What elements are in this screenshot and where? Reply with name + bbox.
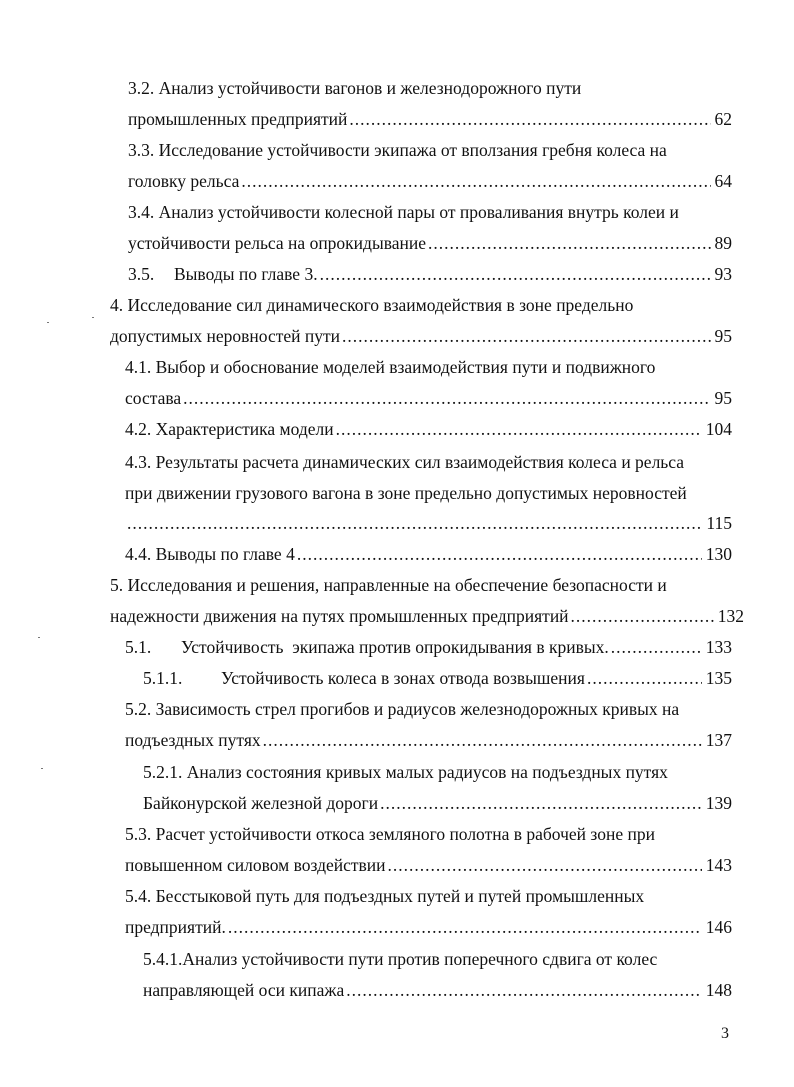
toc-page-number: 148 (705, 980, 732, 1000)
toc-entry-4-2 (125, 418, 732, 440)
toc-entry-4-3-line2: при движении грузового вагона в зоне предельно допустимых неровностей (125, 483, 687, 503)
toc-entry-text: Выводы по главе 3. (174, 264, 318, 284)
toc-page-number: 132 (717, 606, 744, 626)
toc-page-number: 139 (705, 793, 732, 813)
toc-entry-5-4-line2 (125, 916, 732, 938)
toc-entry-text: предприятий. (125, 917, 226, 937)
toc-page-number: 137 (705, 730, 732, 750)
toc-entry-3-4-line1: 3.4. Анализ устойчивости колесной пары от проваливания внутрь колеи и (128, 202, 679, 222)
toc-entry-text: 4.4. Выводы по главе 4 (125, 544, 295, 564)
toc-entry-text: 4.2. Характеристика модели (125, 419, 334, 439)
toc-page-number: 95 (714, 326, 732, 346)
toc-entry-5-1 (125, 636, 732, 658)
toc-entry-5-4-line1: 5.4. Бесстыковой путь для подъездных путей и путей промышленных (125, 886, 645, 906)
toc-entry-5-2-line2 (125, 729, 732, 751)
toc-entry-text: Байконурской железной дороги (143, 793, 379, 813)
toc-page-number: 93 (714, 264, 732, 284)
toc-page-number: 130 (705, 544, 732, 564)
toc-entry-3-3-line1: 3.3. Исследование устойчивости экипажа от вползания гребня колеса на (128, 140, 667, 160)
toc-page-number: 143 (705, 855, 732, 875)
toc-page-number: 135 (705, 668, 732, 688)
scan-speck (47, 322, 49, 323)
scan-speck (41, 768, 43, 769)
toc-page-number: 62 (714, 109, 732, 129)
toc-entry-number: 3.5. (128, 264, 155, 284)
toc-entry-4-line1: 4. Исследование сил динамического взаимодействия в зоне предельно (110, 295, 634, 315)
toc-entry-5-line2 (110, 605, 744, 627)
toc-entry-number: 5.1.1. (143, 668, 183, 688)
toc-entry-number: 5.1. (125, 637, 152, 657)
toc-entry-4-line2 (110, 325, 732, 347)
toc-page-number: 146 (705, 917, 732, 937)
toc-entry-text: промышленных предприятий (128, 109, 348, 129)
scan-speck (92, 317, 94, 318)
toc-page-number: 64 (714, 171, 732, 191)
toc-entry-5-3-line2 (125, 854, 732, 876)
toc-page-number: 104 (705, 419, 732, 439)
toc-entry-text: Устойчивость экипажа против опрокидывания в кривых. (181, 637, 609, 657)
toc-entry-5-2-line1: 5.2. Зависимость стрел прогибов и радиусов железнодорожных кривых на (125, 699, 680, 719)
toc-entry-5-2-1-line2 (143, 792, 732, 814)
toc-entry-text: подъездных путях (125, 730, 261, 750)
toc-entry-text: устойчивости рельса на опрокидывание (128, 233, 427, 253)
toc-entry-5-4-1-line1: 5.4.1.Анализ устойчивости пути против поперечного сдвига от колес (143, 949, 658, 969)
toc-entry-4-4 (125, 543, 732, 565)
toc-entry-3-2-line2 (128, 108, 732, 130)
toc-entry-5-line1: 5. Исследования и решения, направленные на обеспечение безопасности и (110, 575, 667, 595)
page-number: 3 (721, 1025, 729, 1042)
toc-page-number: 115 (706, 513, 732, 533)
toc-entry-text: допустимых неровностей пути (110, 326, 341, 346)
toc-page-number: 89 (714, 233, 732, 253)
scan-speck (38, 637, 40, 638)
toc-entry-3-3-line2 (128, 170, 732, 192)
toc-entry-4-3-line3 (125, 512, 732, 534)
toc-entry-text: повышенном силовом воздействии (125, 855, 386, 875)
toc-entry-4-1-line1: 4.1. Выбор и обоснование моделей взаимодействия пути и подвижного (125, 357, 656, 377)
toc-page-number: 95 (714, 388, 732, 408)
toc-entry-3-2-line1: 3.2. Анализ устойчивости вагонов и железнодорожного пути (128, 78, 582, 98)
toc-entry-5-2-1-line1: 5.2.1. Анализ состояния кривых малых радиусов на подъездных путях (143, 762, 668, 782)
toc-entry-4-3-line1: 4.3. Результаты расчета динамических сил взаимодействия колеса и рельса (125, 452, 685, 472)
toc-entry-text: состава (125, 388, 182, 408)
toc-entry-5-1-1 (143, 667, 732, 689)
toc-entry-text: головку рельса (128, 171, 240, 191)
toc-entry-text: Устойчивость колеса в зонах отвода возвышения (221, 668, 585, 688)
toc-entry-text: направляющей оси кипажа (143, 980, 345, 1000)
toc-entry-5-4-1-line2 (143, 979, 732, 1001)
toc-entry-text: надежности движения на путях промышленных предприятий (110, 606, 569, 626)
toc-entry-4-1-line2 (125, 387, 732, 409)
toc-page-number: 133 (705, 637, 732, 657)
toc-entry-3-5 (128, 263, 732, 285)
toc-entry-5-3-line1: 5.3. Расчет устойчивости откоса земляного полотна в рабочей зоне при (125, 824, 655, 844)
toc-entry-3-4-line2 (128, 232, 732, 254)
